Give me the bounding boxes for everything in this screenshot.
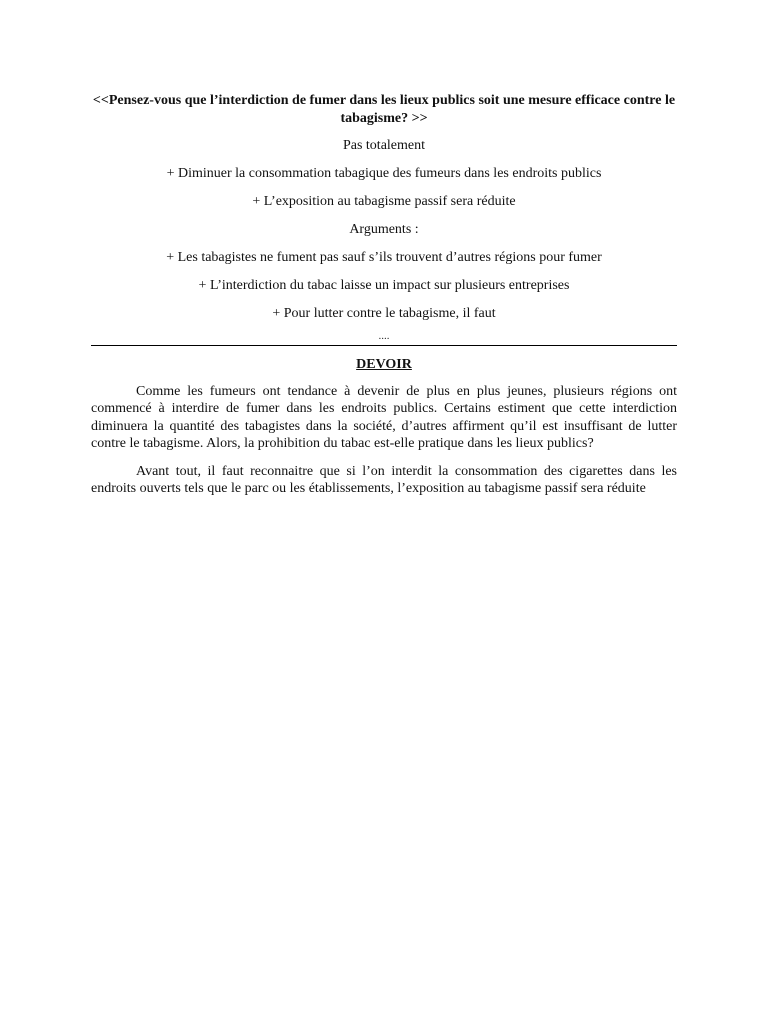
outline-argument: + Les tabagistes ne fument pas sauf s’ils trouvent d’autres régions pour fumer bbox=[166, 250, 602, 265]
devoir-title: DEVOIR bbox=[356, 357, 412, 372]
outline-point: + Diminuer la consommation tabagique des fumeurs dans les endroits publics bbox=[166, 166, 602, 181]
essay-paragraph-body: Avant tout, il faut reconnaitre que si l’on interdit la consommation des cigarettes dans les endroits ouverts tels que le parc ou les établissements, l’exposition au tabagisme passif sera réduite bbox=[91, 463, 677, 496]
outline-point: + L’exposition au tabagisme passif sera réduite bbox=[252, 194, 516, 209]
section-divider bbox=[91, 345, 677, 346]
ellipsis: .... bbox=[378, 330, 390, 342]
outline-answer: Pas totalement bbox=[342, 138, 426, 153]
essay-question: <<Pensez-vous que l’interdiction de fumer dans les lieux publics soit une mesure efficace contre le tabagisme? >> bbox=[92, 93, 676, 126]
document-body bbox=[91, 92, 677, 508]
outline-argument: + L’interdiction du tabac laisse un impact sur plusieurs entreprises bbox=[198, 278, 570, 293]
outline-arguments-heading: Arguments : bbox=[349, 222, 419, 237]
outline-argument: + Pour lutter contre le tabagisme, il faut bbox=[272, 306, 496, 321]
essay-paragraph-intro: Comme les fumeurs ont tendance à devenir de plus en plus jeunes, plusieurs régions ont commencé à interdire de fumer dans les endroits publics. Certains estiment que cette interdiction diminuera la quantité des tabagistes dans la société, d’autres affirment qu’il est insuffisant de lutter contre le tabagisme. Alors, la prohibition du tabac est-elle pratique dans les lieux publics? bbox=[91, 383, 677, 451]
